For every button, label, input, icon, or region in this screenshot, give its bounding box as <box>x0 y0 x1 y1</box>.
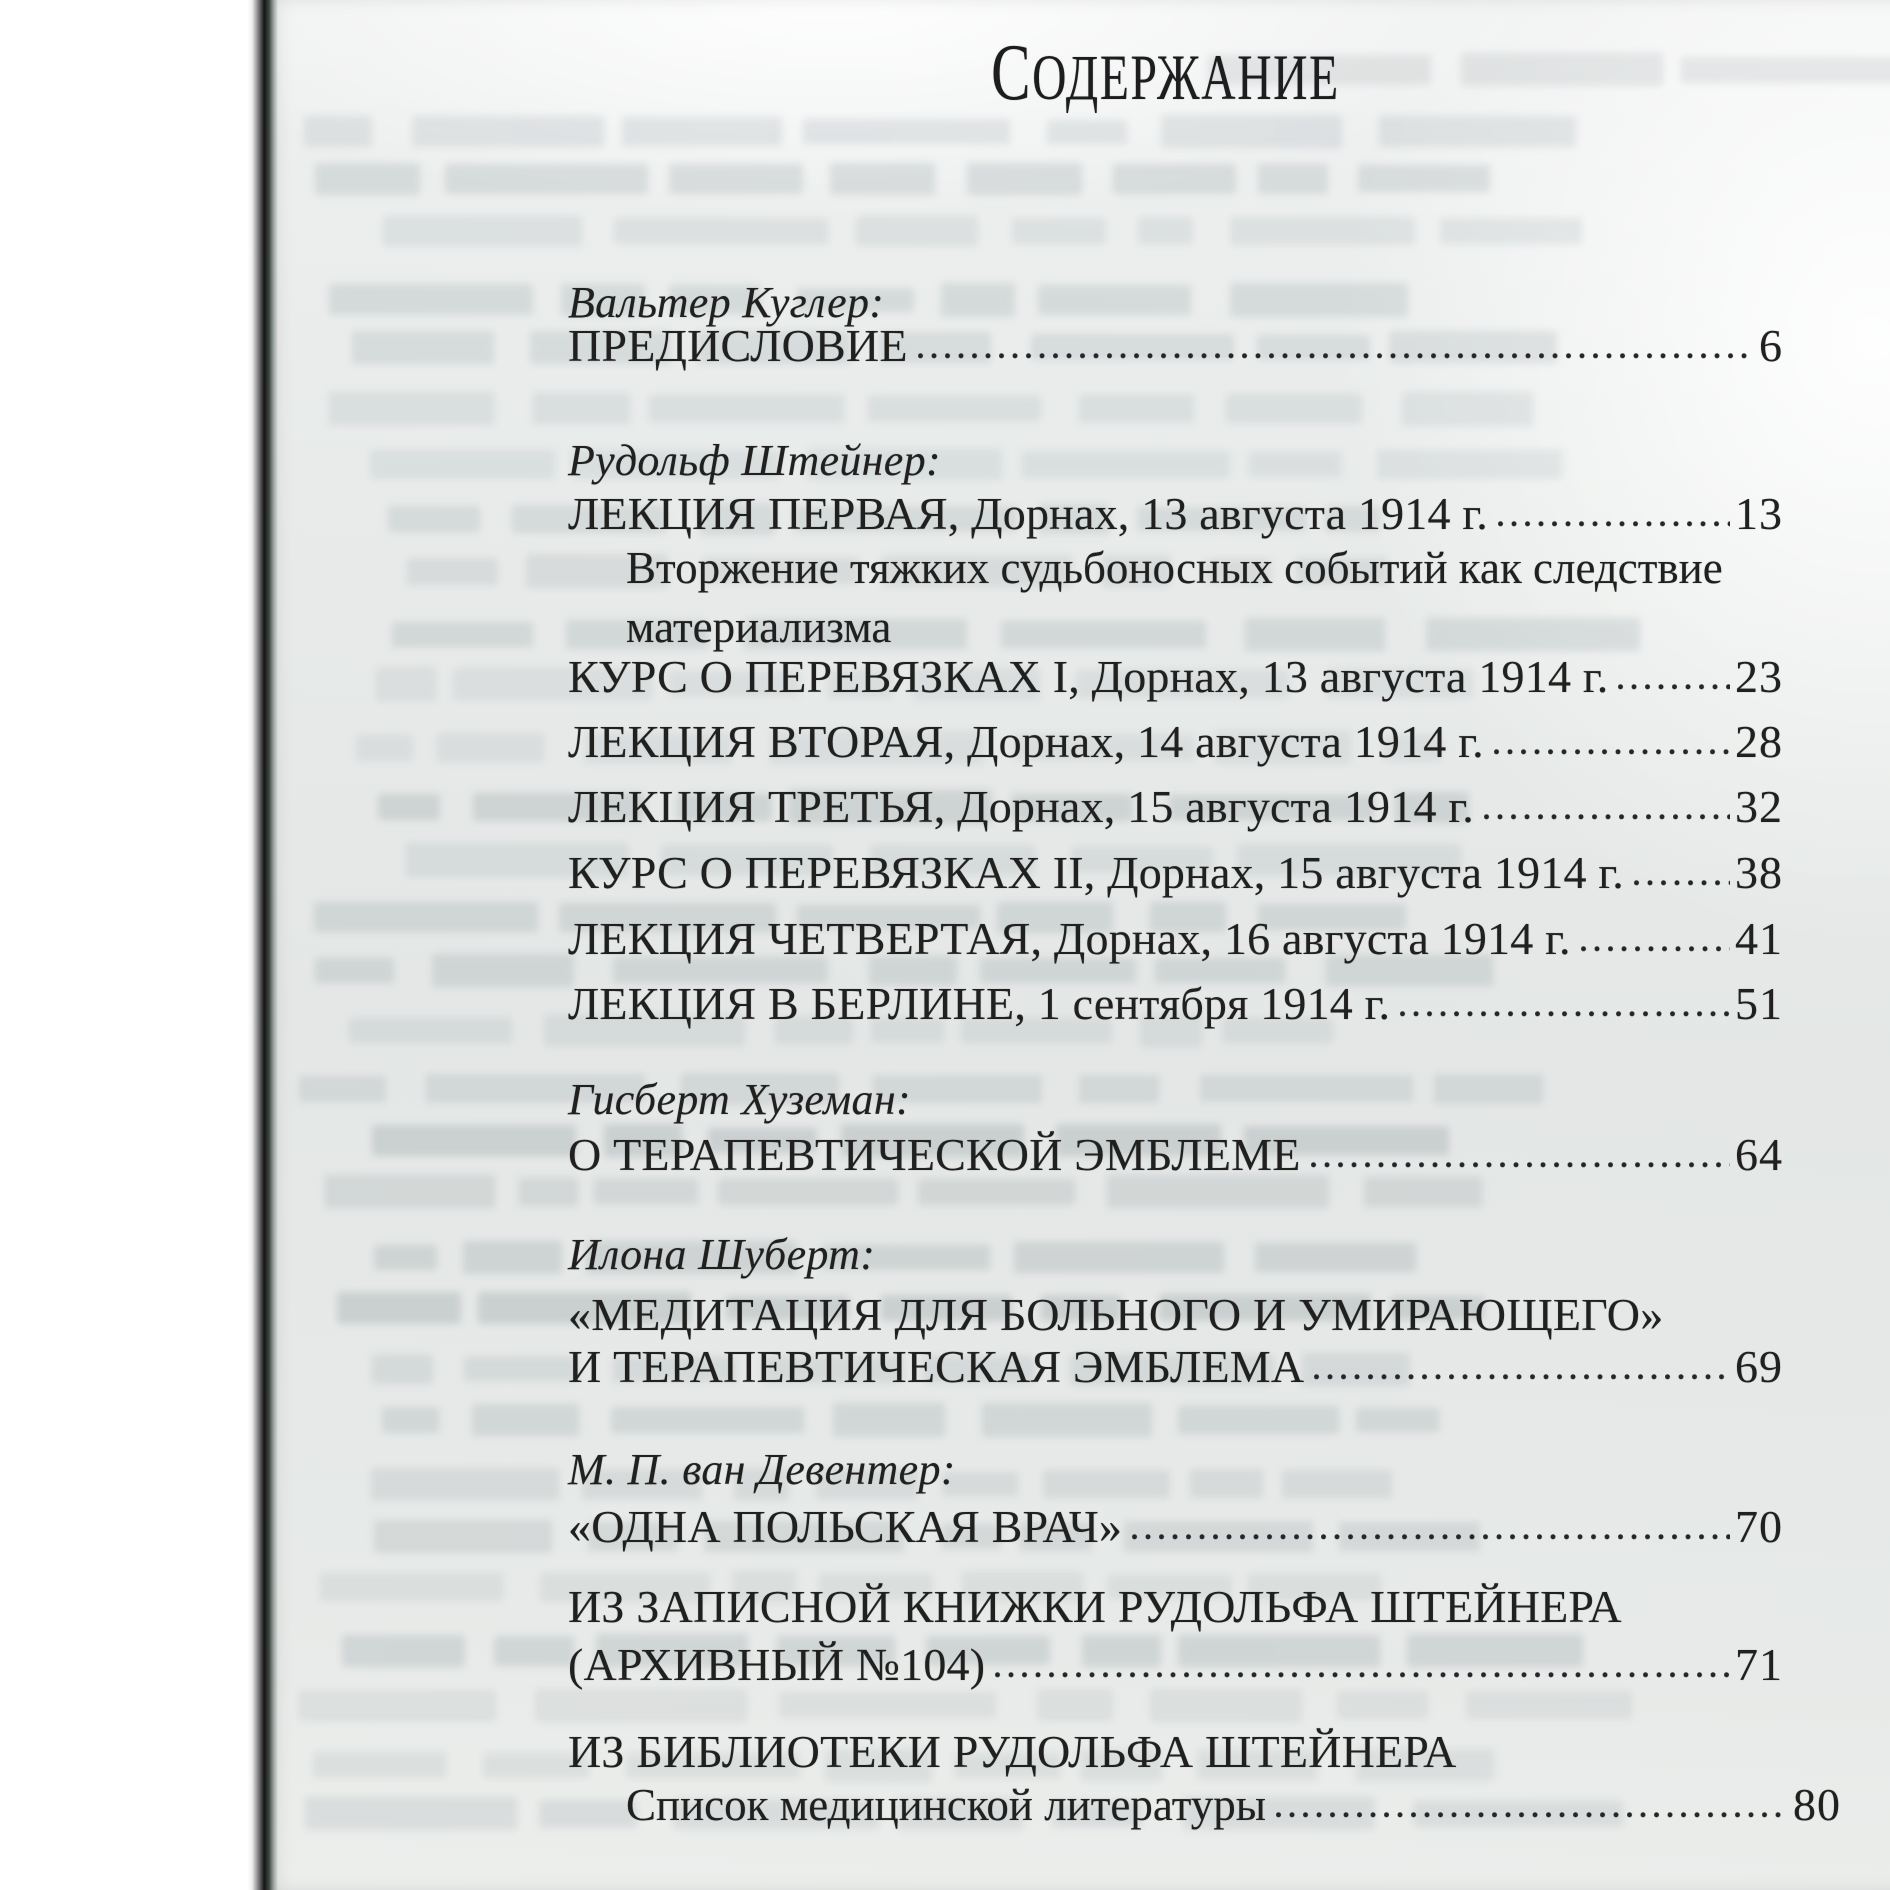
entry-label: ЛЕКЦИЯ ЧЕТВЕРТАЯ, Дорнах, 16 августа 1914 г. <box>568 913 1571 964</box>
dot-leader <box>1618 651 1730 703</box>
toc-heading <box>568 601 1841 653</box>
entry-label: Илона Шуберт: <box>568 1230 876 1279</box>
toc-entry <box>568 1639 1783 1691</box>
page-number: 41 <box>1735 913 1783 964</box>
table-of-contents <box>258 0 1890 1890</box>
toc-entry <box>568 488 1783 540</box>
entry-label: Вальтер Куглер: <box>568 278 885 327</box>
toc-author <box>568 1074 1783 1126</box>
page-number: 71 <box>1735 1639 1783 1690</box>
dot-leader <box>1314 1341 1730 1393</box>
toc-entry <box>568 1501 1783 1553</box>
page-number: 6 <box>1759 320 1783 371</box>
entry-label: Гисберт Хуземан: <box>568 1075 911 1124</box>
toc-entry <box>568 320 1783 372</box>
dot-leader <box>1400 978 1730 1030</box>
dot-leader <box>995 1639 1730 1691</box>
toc-entry <box>568 1341 1783 1393</box>
entry-label: «МЕДИТАЦИЯ ДЛЯ БОЛЬНОГО И УМИРАЮЩЕГО» <box>568 1289 1664 1340</box>
dot-leader <box>1132 1501 1730 1553</box>
toc-author <box>568 1444 1783 1496</box>
dot-leader <box>918 320 1754 372</box>
toc-heading <box>568 542 1841 594</box>
entry-label: КУРС О ПЕРЕВЯЗКАХ I, Дорнах, 13 августа 1914 г. <box>568 651 1609 702</box>
toc-entry <box>568 847 1783 899</box>
page-number: 51 <box>1735 978 1783 1029</box>
page-number: 38 <box>1735 847 1783 898</box>
toc-entry <box>568 1129 1783 1181</box>
page-number: 69 <box>1735 1341 1783 1392</box>
entry-label: КУРС О ПЕРЕВЯЗКАХ II, Дорнах, 15 августа 1914 г. <box>568 847 1624 898</box>
entry-label: «ОДНА ПОЛЬСКАЯ ВРАЧ» <box>568 1501 1123 1552</box>
page-number: 32 <box>1735 781 1783 832</box>
entry-label: (АРХИВНЫЙ №104) <box>568 1639 986 1690</box>
dot-leader <box>1484 781 1730 833</box>
toc-entry <box>568 1779 1841 1831</box>
page-number: 13 <box>1735 488 1783 539</box>
dot-leader <box>1581 913 1730 965</box>
dot-leader <box>1276 1779 1788 1831</box>
entry-label: М. П. ван Девентер: <box>568 1445 956 1494</box>
toc-author <box>568 1229 1783 1281</box>
entry-label: О ТЕРАПЕВТИЧЕСКОЙ ЭМБЛЕМЕ <box>568 1129 1301 1180</box>
dot-leader <box>1498 488 1730 540</box>
toc-author <box>568 435 1783 487</box>
page-title: СОДЕРЖАНИЕ <box>991 27 1340 117</box>
entry-label: ЛЕКЦИЯ ПЕРВАЯ, Дорнах, 13 августа 1914 г. <box>568 488 1488 539</box>
toc-heading <box>568 1726 1783 1778</box>
entry-label: ЛЕКЦИЯ ВТОРАЯ, Дорнах, 14 августа 1914 г. <box>568 716 1484 767</box>
dot-leader <box>1311 1129 1730 1181</box>
book-page <box>258 0 1890 1890</box>
entry-label: ИЗ ЗАПИСНОЙ КНИЖКИ РУДОЛЬФА ШТЕЙНЕРА <box>568 1581 1622 1632</box>
toc-entry <box>568 651 1783 703</box>
toc-entry <box>568 716 1783 768</box>
entry-label: Рудольф Штейнер: <box>568 436 941 485</box>
dot-leader <box>1494 716 1730 768</box>
entry-label: материализма <box>626 602 892 652</box>
page-number: 28 <box>1735 716 1783 767</box>
page-number: 23 <box>1735 651 1783 702</box>
page-number: 80 <box>1793 1779 1841 1830</box>
page-number: 64 <box>1735 1129 1783 1180</box>
page-edge-shadow <box>248 0 278 1890</box>
entry-label: ИЗ БИБЛИОТЕКИ РУДОЛЬФА ШТЕЙНЕРА <box>568 1726 1457 1777</box>
entry-label: ЛЕКЦИЯ В БЕРЛИНЕ, 1 сентября 1914 г. <box>568 978 1391 1029</box>
page-number: 70 <box>1735 1501 1783 1552</box>
dot-leader <box>1634 847 1730 899</box>
entry-label: Вторжение тяжких судьбоносных событий как следствие <box>626 543 1723 593</box>
entry-label: Список медицинской литературы <box>626 1780 1267 1830</box>
entry-label: ПРЕДИСЛОВИЕ <box>568 320 908 371</box>
entry-label: ЛЕКЦИЯ ТРЕТЬЯ, Дорнах, 15 августа 1914 г. <box>568 781 1474 832</box>
toc-heading <box>568 1289 1783 1341</box>
toc-entry <box>568 781 1783 833</box>
toc-heading <box>568 1581 1783 1633</box>
toc-entry <box>568 913 1783 965</box>
toc-entry <box>568 978 1783 1030</box>
entry-label: И ТЕРАПЕВТИЧЕСКАЯ ЭМБЛЕМА <box>568 1341 1305 1392</box>
